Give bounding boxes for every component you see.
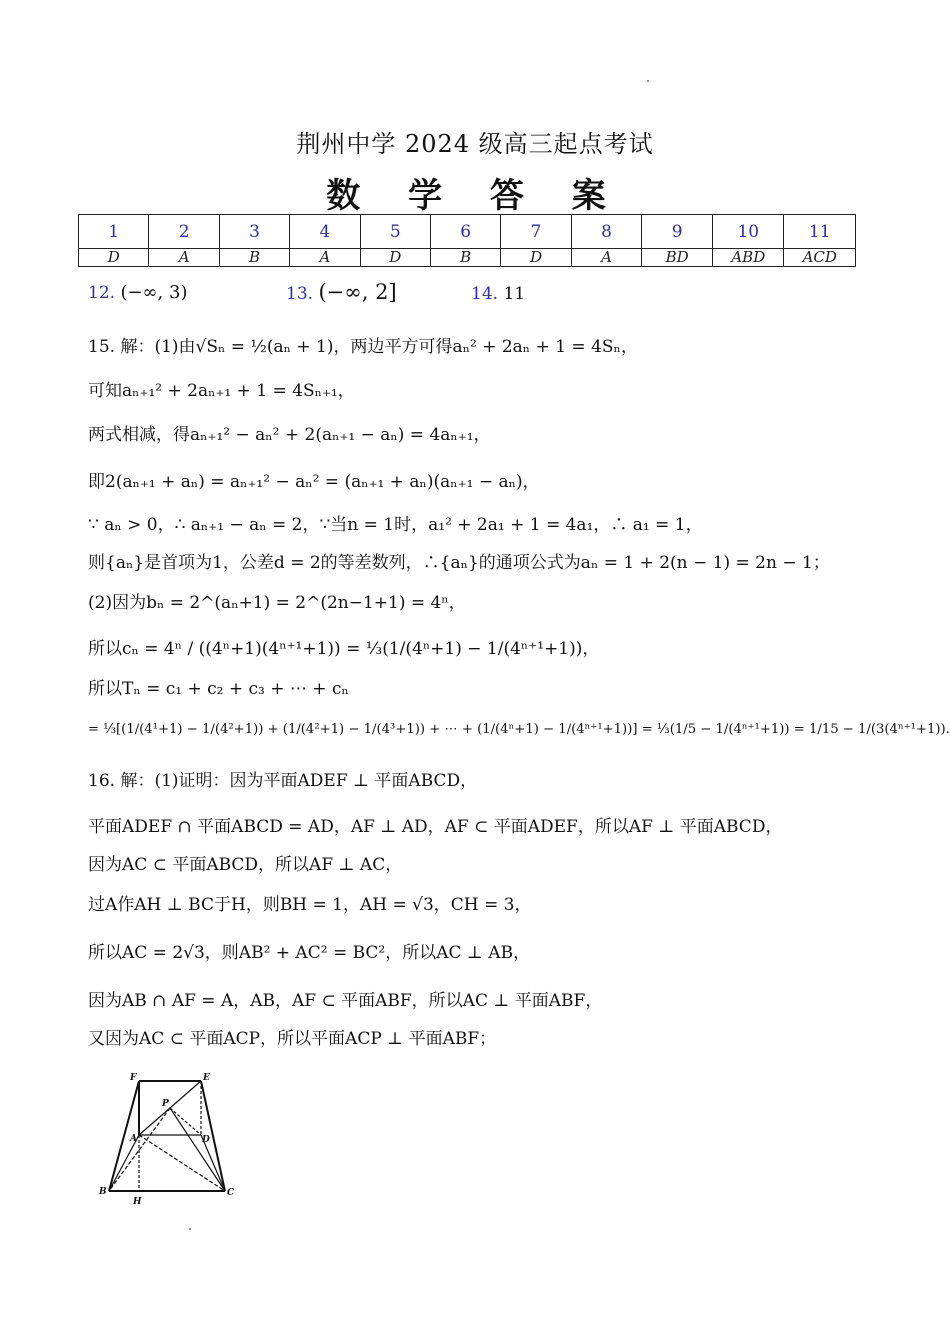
q15-line-2: 可知aₙ₊₁² + 2aₙ₊₁ + 1 = 4Sₙ₊₁， [88,381,355,401]
answer-13 [286,280,397,304]
question-number: 10 [713,215,784,249]
question-number: 2 [149,215,219,249]
answer-table-keys [79,249,856,267]
q15-line-7: (2)因为bₙ = 2^(aₙ+1) = 2^(2n−1+1) = 4ⁿ， [88,593,466,613]
answer-key: D [79,249,149,267]
answer-14 [471,284,525,304]
answer-value: (−∞, 3) [120,282,188,303]
q16-line-6: 因为AB ∩ AF = A，AB，AF ⊂ 平面ABF，所以AC ⊥ 平面ABF， [88,991,603,1011]
answer-key: ACD [784,249,856,267]
q16-line-2: 平面ADEF ∩ 平面ABCD = AD，AF ⊥ AD，AF ⊂ 平面ADEF，所以AF ⊥ 平面ABCD， [88,817,783,837]
q15-line-10: = ⅓[(1/(4¹+1) − 1/(4²+1)) + (1/(4²+1) − 1/(4³+1)) + ⋯ + (1/(4ⁿ+1) − 1/(4ⁿ⁺¹+1))] = ⅓(1/5 − 1/(4ⁿ⁺¹+1)) = 1/15 − 1/(3(4ⁿ⁺¹+1)). [88,722,950,737]
label-D: D [202,1135,210,1145]
answer-key: ABD [713,249,784,267]
q15-line-4: 即2(aₙ₊₁ + aₙ) = aₙ₊₁² − aₙ² = (aₙ₊₁ + aₙ)(aₙ₊₁ − aₙ)， [88,472,540,492]
q16-line-1: 16. 解：(1)证明：因为平面ADEF ⊥ 平面ABCD， [88,771,478,791]
answer-table-numbers [79,215,856,249]
q15-line-6: 则{aₙ}是首项为1，公差d = 2的等差数列，∴{aₙ}的通项公式为aₙ = 1 + 2(n − 1) = 2n − 1； [88,553,830,573]
answer-key: A [571,249,641,267]
question-number: 6 [430,215,500,249]
q16-line-4: 过A作AH ⊥ BC于H，则BH = 1，AH = √3，CH = 3， [88,895,532,915]
answer-key: D [360,249,430,267]
q15-line-8: 所以cₙ = 4ⁿ / ((4ⁿ+1)(4ⁿ⁺¹+1)) = ⅓(1/(4ⁿ+1) − 1/(4ⁿ⁺¹+1))， [88,639,600,659]
label-A: A [130,1134,137,1144]
label-E: E [203,1073,210,1083]
q16-line-3: 因为AC ⊂ 平面ABCD，所以AF ⊥ AC， [88,855,403,875]
label-B: B [99,1187,107,1197]
q15-line-5: ∵ aₙ > 0，∴ aₙ₊₁ − aₙ = 2，∵当n = 1时，a₁² + 2a₁ + 1 = 4a₁，∴ a₁ = 1， [88,515,703,535]
q16-line-5: 所以AC = 2√3，则AB² + AC² = BC²，所以AC ⊥ AB， [88,943,531,963]
answer-key: B [430,249,500,267]
edge-AC [139,1135,225,1191]
geometry-figure [95,1070,245,1210]
answer-key: B [219,249,289,267]
page-title: 荆州中学 2024 级高三起点考试 [296,130,654,158]
answer-table [78,214,856,267]
label-P: P [162,1099,169,1109]
speck [647,80,649,82]
answer-key: A [290,249,360,267]
question-number: 12. [88,283,116,303]
question-number: 1 [79,215,149,249]
question-number: 5 [360,215,430,249]
question-number: 13. [286,284,314,304]
page-subtitle: 数 学 答 案 [326,176,624,216]
label-H: H [133,1197,142,1207]
answer-key: A [149,249,219,267]
question-number: 14. [471,284,499,304]
question-number: 8 [571,215,641,249]
question-number: 11 [784,215,856,249]
question-number: 4 [290,215,360,249]
q16-line-7: 又因为AC ⊂ 平面ACP，所以平面ACP ⊥ 平面ABF； [88,1029,497,1049]
q15-line-3: 两式相减，得aₙ₊₁² − aₙ² + 2(aₙ₊₁ − aₙ) = 4aₙ₊₁， [88,425,491,445]
answer-value: (−∞, 2] [318,280,397,304]
q15-line-1: 15. 解：(1)由√Sₙ = ½(aₙ + 1)，两边平方可得aₙ² + 2aₙ + 1 = 4Sₙ， [88,337,638,357]
speck [189,1228,191,1230]
question-number: 7 [501,215,571,249]
answer-key: D [501,249,571,267]
label-F: F [130,1073,137,1083]
q15-line-9: 所以Tₙ = c₁ + c₂ + c₃ + ⋯ + cₙ [88,679,349,699]
answer-12 [88,282,187,303]
label-C: C [227,1188,235,1198]
answer-key: BD [642,249,713,267]
question-number: 3 [219,215,289,249]
answer-value: 11 [503,284,526,304]
question-number: 9 [642,215,713,249]
